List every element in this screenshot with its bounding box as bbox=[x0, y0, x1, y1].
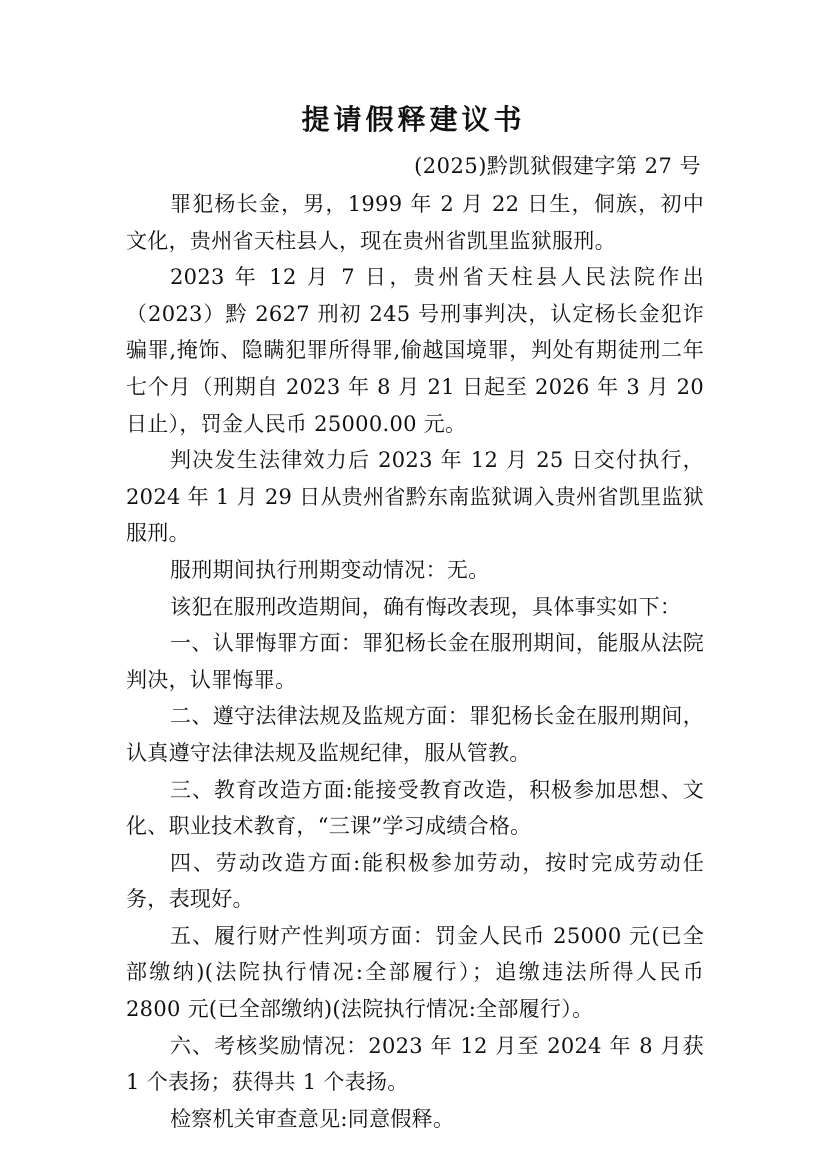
paragraph-procuratorate-opinion: 检察机关审查意见:同意假释。 bbox=[170, 1106, 455, 1131]
paragraph-property-judgment: 五、履行财产性判项方面：罚金人民币 25000 元(已全部缴纳)(法院执行情况:全部履行）；追缴违法所得人民币 2800 元(已全部缴纳)(法院执行情况:全部履行）。 bbox=[126, 923, 704, 1022]
paragraph-execution: 判决发生法律效力后 2023 年 12 月 25 日交付执行，2024 年 1 月 29 日从贵州省黔东南监狱调入贵州省凯里监狱服刑。 bbox=[126, 448, 704, 546]
paragraph-admit-guilt: 一、认罪悔罪方面：罪犯杨长金在服刑期间，能服从法院判决，认罪悔罪。 bbox=[126, 631, 704, 692]
paragraph-repentance-intro: 该犯在服刑改造期间，确有悔改表现，具体事实如下： bbox=[170, 594, 682, 619]
paragraph-labor: 四、劳动改造方面:能积极参加劳动，按时完成劳动任务，表现好。 bbox=[126, 850, 704, 912]
paragraph-judgment: 2023 年 12 月 7 日，贵州省天柱县人民法院作出（2023）黔 2627 刑初 245 号刑事判决，认定杨长金犯诈骗罪,掩饰、隐瞒犯罪所得罪,偷越国境罪，判处有期徒刑二年七个月（刑期自 2023 年 8 月 21 日起至 2026 年 3 月 20 日止），罚金人民币 25000.00 元。 bbox=[126, 265, 704, 436]
paragraph-criminal-info: 罪犯杨长金，男，1999 年 2 月 22 日生，侗族，初中文化，贵州省天柱县人，现在贵州省凯里监狱服刑。 bbox=[126, 192, 704, 253]
document-body bbox=[126, 186, 704, 1137]
paragraph-rewards: 六、考核奖励情况：2023 年 12 月至 2024 年 8 月获 1 个表扬；获得共 1 个表扬。 bbox=[126, 1033, 704, 1095]
document-title: 提请假释建议书 bbox=[301, 103, 526, 136]
paragraph-sentence-change: 服刑期间执行刑期变动情况：无。 bbox=[170, 557, 490, 582]
document-number: (2025)黔凯狱假建字第 27 号 bbox=[414, 154, 701, 178]
paragraph-obey-rules: 二、遵守法律法规及监规方面：罪犯杨长金在服刑期间，认真遵守法律法规及监规纪律，服从管教。 bbox=[126, 704, 704, 765]
paragraph-education: 三、教育改造方面:能接受教育改造，积极参加思想、文化、职业技术教育，“三课”学习成绩合格。 bbox=[126, 777, 704, 839]
